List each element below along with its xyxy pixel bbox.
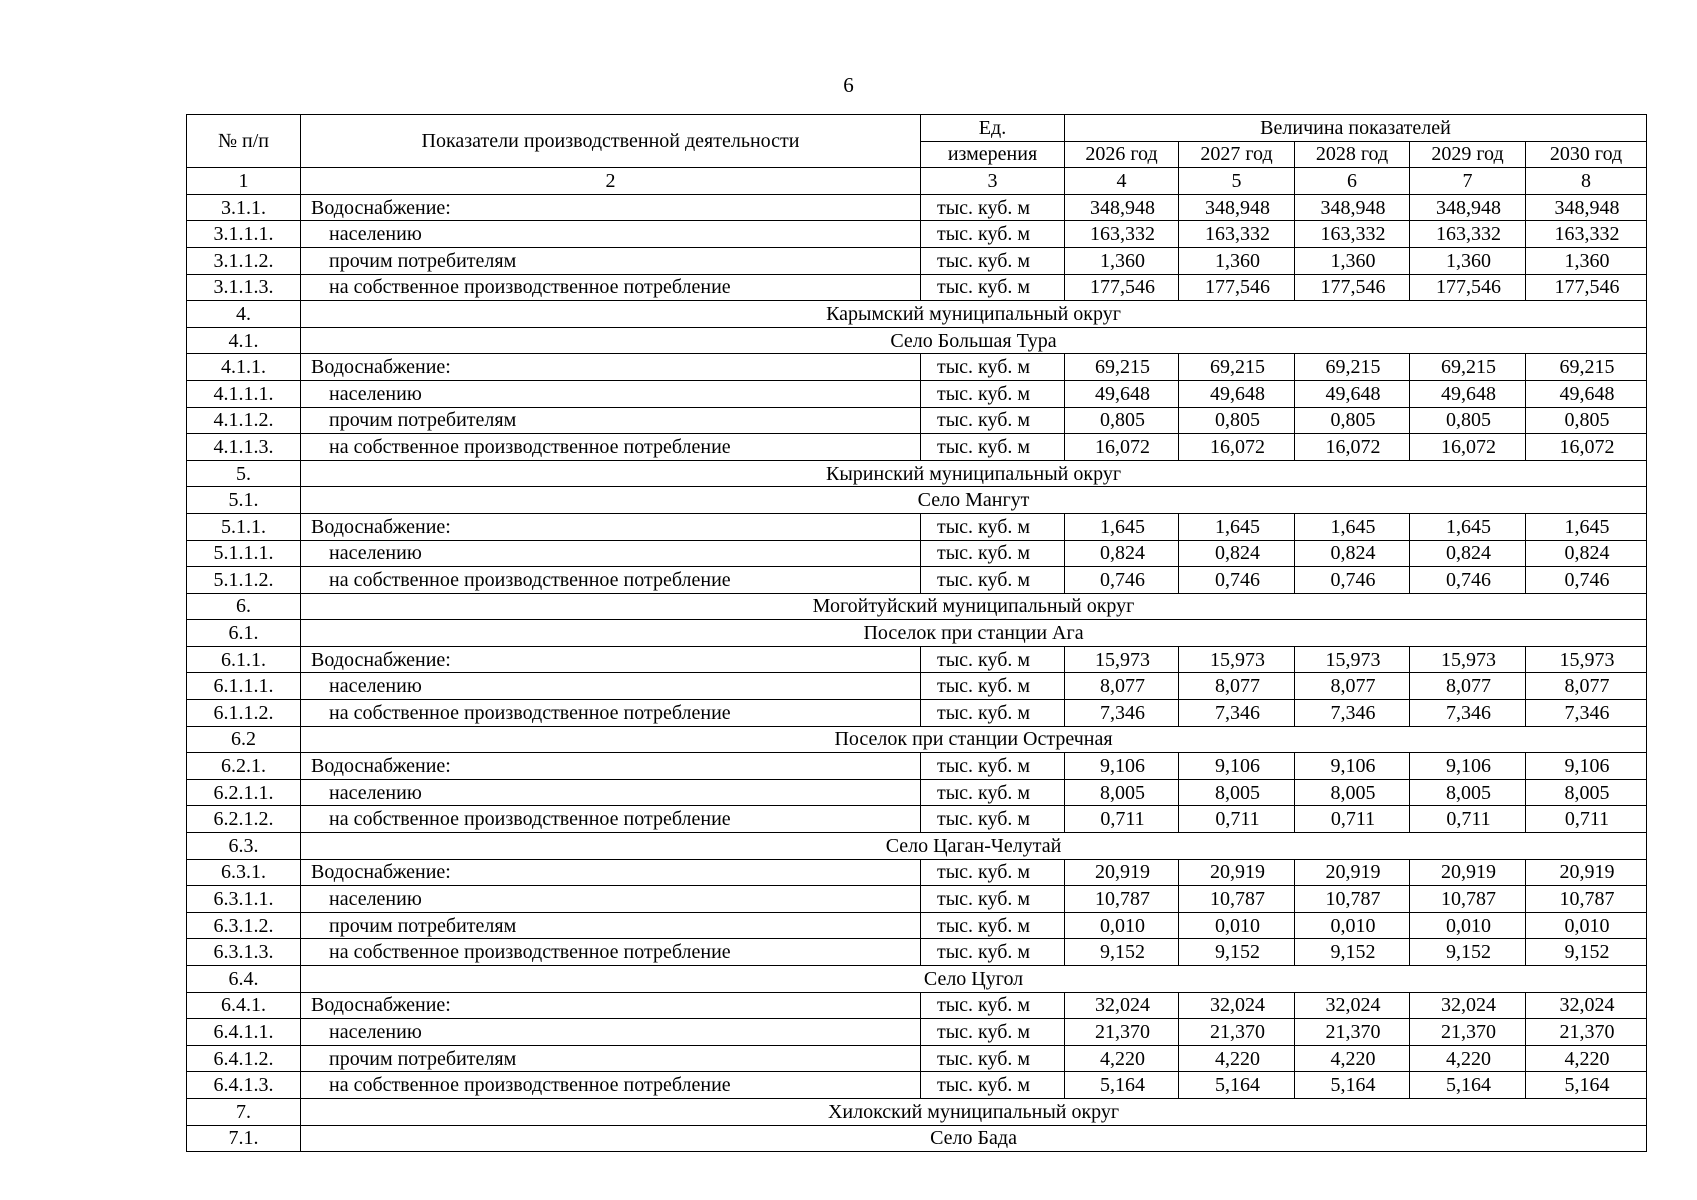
table-row [187,194,1647,221]
value-cell: 69,215 [1295,354,1410,381]
value-cell: 0,805 [1295,407,1410,434]
table-row [187,1019,1647,1046]
table-row [187,274,1647,301]
value-cell: 1,645 [1179,513,1295,540]
value-cell: 0,711 [1065,806,1179,833]
indicator-name: населению [301,779,921,806]
column-number: 5 [1179,168,1295,195]
section-row [187,1098,1647,1125]
value-cell: 8,077 [1410,673,1526,700]
value-cell: 0,746 [1410,567,1526,594]
value-cell: 10,787 [1179,886,1295,913]
row-number: 6.2 [187,726,301,753]
table-row [187,886,1647,913]
row-number: 6.1. [187,620,301,647]
indicator-name: прочим потребителям [301,1045,921,1072]
table-row [187,434,1647,461]
value-cell: 1,360 [1179,247,1295,274]
value-cell: 1,360 [1526,247,1647,274]
value-cell: 348,948 [1179,194,1295,221]
indicator-name: Водоснабжение: [301,859,921,886]
indicator-name: на собственное производственное потребление [301,434,921,461]
value-cell: 16,072 [1410,434,1526,461]
value-cell: 10,787 [1065,886,1179,913]
header-num: № п/п [187,115,301,168]
unit-cell: тыс. куб. м [921,1045,1065,1072]
unit-cell: тыс. куб. м [921,912,1065,939]
indicator-name: населению [301,1019,921,1046]
value-cell: 0,746 [1526,567,1647,594]
value-cell: 5,164 [1179,1072,1295,1099]
value-cell: 15,973 [1179,646,1295,673]
value-cell: 1,645 [1526,513,1647,540]
unit-cell: тыс. куб. м [921,859,1065,886]
row-number: 6.3.1. [187,859,301,886]
value-cell: 21,370 [1065,1019,1179,1046]
value-cell: 16,072 [1295,434,1410,461]
table-row [187,673,1647,700]
row-number: 4. [187,301,301,328]
row-number: 4.1.1. [187,354,301,381]
value-cell: 10,787 [1526,886,1647,913]
value-cell: 177,546 [1065,274,1179,301]
value-cell: 9,152 [1410,939,1526,966]
table-row [187,247,1647,274]
section-title: Село Бада [301,1125,1647,1152]
indicator-name: Водоснабжение: [301,753,921,780]
row-number: 6.4.1.2. [187,1045,301,1072]
value-cell: 49,648 [1065,380,1179,407]
header-year: 2030 год [1526,141,1647,168]
value-cell: 9,106 [1295,753,1410,780]
value-cell: 4,220 [1295,1045,1410,1072]
table-row [187,540,1647,567]
value-cell: 1,645 [1295,513,1410,540]
value-cell: 21,370 [1179,1019,1295,1046]
value-cell: 20,919 [1179,859,1295,886]
row-number: 3.1.1.2. [187,247,301,274]
row-number: 3.1.1.1. [187,221,301,248]
value-cell: 1,645 [1410,513,1526,540]
indicator-name: Водоснабжение: [301,354,921,381]
value-cell: 8,005 [1295,779,1410,806]
value-cell: 8,005 [1179,779,1295,806]
value-cell: 0,010 [1410,912,1526,939]
section-row [187,301,1647,328]
row-number: 7. [187,1098,301,1125]
row-number: 5. [187,460,301,487]
value-cell: 348,948 [1410,194,1526,221]
value-cell: 15,973 [1526,646,1647,673]
section-title: Поселок при станции Ага [301,620,1647,647]
table-row [187,992,1647,1019]
value-cell: 5,164 [1065,1072,1179,1099]
header-year: 2027 год [1179,141,1295,168]
row-number: 6.2.1. [187,753,301,780]
value-cell: 177,546 [1179,274,1295,301]
value-cell: 9,106 [1410,753,1526,780]
value-cell: 10,787 [1295,886,1410,913]
value-cell: 9,152 [1526,939,1647,966]
unit-cell: тыс. куб. м [921,567,1065,594]
unit-cell: тыс. куб. м [921,194,1065,221]
unit-cell: тыс. куб. м [921,354,1065,381]
indicator-name: Водоснабжение: [301,513,921,540]
row-number: 6.4.1.3. [187,1072,301,1099]
table-row [187,753,1647,780]
unit-cell: тыс. куб. м [921,407,1065,434]
column-number: 3 [921,168,1065,195]
indicator-name: на собственное производственное потребление [301,700,921,727]
section-row [187,487,1647,514]
value-cell: 7,346 [1526,700,1647,727]
value-cell: 69,215 [1526,354,1647,381]
row-number: 5.1.1.2. [187,567,301,594]
value-cell: 8,005 [1065,779,1179,806]
value-cell: 0,711 [1410,806,1526,833]
value-cell: 49,648 [1410,380,1526,407]
value-cell: 177,546 [1526,274,1647,301]
section-title: Хилокский муниципальный округ [301,1098,1647,1125]
value-cell: 7,346 [1295,700,1410,727]
value-cell: 32,024 [1526,992,1647,1019]
column-number: 1 [187,168,301,195]
unit-cell: тыс. куб. м [921,700,1065,727]
header-unit-line2: измерения [921,141,1065,168]
table-row [187,859,1647,886]
unit-cell: тыс. куб. м [921,1072,1065,1099]
section-title: Поселок при станции Остречная [301,726,1647,753]
value-cell: 8,077 [1179,673,1295,700]
unit-cell: тыс. куб. м [921,1019,1065,1046]
column-number: 7 [1410,168,1526,195]
unit-cell: тыс. куб. м [921,540,1065,567]
unit-cell: тыс. куб. м [921,779,1065,806]
value-cell: 1,360 [1410,247,1526,274]
indicator-name: населению [301,380,921,407]
row-number: 5.1.1.1. [187,540,301,567]
indicator-name: на собственное производственное потребление [301,1072,921,1099]
section-title: Село Цугол [301,966,1647,993]
value-cell: 49,648 [1295,380,1410,407]
value-cell: 16,072 [1179,434,1295,461]
value-cell: 15,973 [1065,646,1179,673]
value-cell: 0,805 [1179,407,1295,434]
indicator-name: населению [301,886,921,913]
value-cell: 163,332 [1295,221,1410,248]
header-year: 2026 год [1065,141,1179,168]
value-cell: 8,005 [1526,779,1647,806]
row-number: 6.2.1.1. [187,779,301,806]
value-cell: 1,645 [1065,513,1179,540]
value-cell: 9,106 [1526,753,1647,780]
value-cell: 348,948 [1065,194,1179,221]
value-cell: 20,919 [1410,859,1526,886]
value-cell: 69,215 [1065,354,1179,381]
unit-cell: тыс. куб. м [921,221,1065,248]
indicator-name: на собственное производственное потребление [301,567,921,594]
value-cell: 16,072 [1065,434,1179,461]
table-row [187,1072,1647,1099]
value-cell: 1,360 [1065,247,1179,274]
table-row [187,567,1647,594]
value-cell: 163,332 [1179,221,1295,248]
value-cell: 4,220 [1065,1045,1179,1072]
table-row [187,513,1647,540]
value-cell: 8,077 [1295,673,1410,700]
table-body [187,194,1647,1151]
value-cell: 1,360 [1295,247,1410,274]
value-cell: 0,824 [1179,540,1295,567]
value-cell: 0,010 [1295,912,1410,939]
value-cell: 15,973 [1410,646,1526,673]
indicator-name: населению [301,673,921,700]
value-cell: 9,106 [1065,753,1179,780]
value-cell: 0,824 [1065,540,1179,567]
value-cell: 5,164 [1295,1072,1410,1099]
value-cell: 163,332 [1526,221,1647,248]
value-cell: 0,010 [1179,912,1295,939]
section-row [187,460,1647,487]
unit-cell: тыс. куб. м [921,806,1065,833]
value-cell: 0,824 [1410,540,1526,567]
value-cell: 20,919 [1065,859,1179,886]
value-cell: 4,220 [1179,1045,1295,1072]
table-row [187,1045,1647,1072]
row-number: 6.2.1.2. [187,806,301,833]
row-number: 6.1.1.1. [187,673,301,700]
table-row [187,380,1647,407]
indicator-name: Водоснабжение: [301,646,921,673]
value-cell: 8,077 [1526,673,1647,700]
value-cell: 16,072 [1526,434,1647,461]
header-unit-line1: Ед. [921,115,1065,142]
section-title: Село Цаган-Челутай [301,833,1647,860]
value-cell: 7,346 [1179,700,1295,727]
header-year: 2028 год [1295,141,1410,168]
row-number: 6.4. [187,966,301,993]
unit-cell: тыс. куб. м [921,753,1065,780]
value-cell: 32,024 [1410,992,1526,1019]
row-number: 6. [187,593,301,620]
value-cell: 5,164 [1526,1072,1647,1099]
column-number-row [187,168,1647,195]
indicator-name: прочим потребителям [301,407,921,434]
page-number: 6 [843,73,854,97]
unit-cell: тыс. куб. м [921,992,1065,1019]
value-cell: 20,919 [1295,859,1410,886]
value-cell: 20,919 [1526,859,1647,886]
value-cell: 0,805 [1526,407,1647,434]
row-number: 3.1.1.3. [187,274,301,301]
row-number: 6.3.1.2. [187,912,301,939]
header-group: Величина показателей [1065,115,1647,142]
section-title: Могойтуйский муниципальный округ [301,593,1647,620]
header-row-1 [187,115,1647,142]
indicator-name: на собственное производственное потребление [301,274,921,301]
value-cell: 21,370 [1295,1019,1410,1046]
value-cell: 15,973 [1295,646,1410,673]
table-row [187,939,1647,966]
unit-cell: тыс. куб. м [921,513,1065,540]
value-cell: 8,005 [1410,779,1526,806]
table-row [187,779,1647,806]
indicator-name: прочим потребителям [301,912,921,939]
value-cell: 69,215 [1179,354,1295,381]
value-cell: 0,746 [1179,567,1295,594]
row-number: 6.1.1.2. [187,700,301,727]
column-number: 6 [1295,168,1410,195]
value-cell: 9,106 [1179,753,1295,780]
value-cell: 0,824 [1295,540,1410,567]
unit-cell: тыс. куб. м [921,247,1065,274]
value-cell: 163,332 [1410,221,1526,248]
table-row [187,700,1647,727]
value-cell: 49,648 [1179,380,1295,407]
value-cell: 8,077 [1065,673,1179,700]
row-number: 5.1.1. [187,513,301,540]
column-number: 4 [1065,168,1179,195]
unit-cell: тыс. куб. м [921,673,1065,700]
table-row [187,354,1647,381]
section-row [187,327,1647,354]
value-cell: 49,648 [1526,380,1647,407]
unit-cell: тыс. куб. м [921,886,1065,913]
value-cell: 32,024 [1295,992,1410,1019]
value-cell: 0,010 [1065,912,1179,939]
value-cell: 163,332 [1065,221,1179,248]
indicator-name: на собственное производственное потребление [301,939,921,966]
value-cell: 0,711 [1179,806,1295,833]
indicator-name: населению [301,540,921,567]
value-cell: 9,152 [1065,939,1179,966]
value-cell: 4,220 [1410,1045,1526,1072]
value-cell: 348,948 [1526,194,1647,221]
row-number: 6.4.1.1. [187,1019,301,1046]
section-row [187,726,1647,753]
unit-cell: тыс. куб. м [921,646,1065,673]
section-row [187,620,1647,647]
row-number: 6.3. [187,833,301,860]
table-row [187,806,1647,833]
header-year: 2029 год [1410,141,1526,168]
unit-cell: тыс. куб. м [921,939,1065,966]
value-cell: 21,370 [1526,1019,1647,1046]
value-cell: 0,746 [1065,567,1179,594]
value-cell: 348,948 [1295,194,1410,221]
value-cell: 9,152 [1179,939,1295,966]
row-number: 4.1.1.2. [187,407,301,434]
value-cell: 177,546 [1295,274,1410,301]
section-title: Кыринский муниципальный округ [301,460,1647,487]
section-title: Село Большая Тура [301,327,1647,354]
indicator-name: на собственное производственное потребление [301,806,921,833]
section-row [187,1125,1647,1152]
value-cell: 0,711 [1295,806,1410,833]
indicators-table [186,114,1647,1152]
value-cell: 0,746 [1295,567,1410,594]
section-row [187,593,1647,620]
row-number: 4.1.1.1. [187,380,301,407]
section-row [187,966,1647,993]
row-number: 4.1. [187,327,301,354]
value-cell: 0,711 [1526,806,1647,833]
indicator-name: Водоснабжение: [301,194,921,221]
table-row [187,912,1647,939]
column-number: 2 [301,168,921,195]
unit-cell: тыс. куб. м [921,434,1065,461]
table-row [187,407,1647,434]
header-indicator: Показатели производственной деятельности [301,115,921,168]
value-cell: 21,370 [1410,1019,1526,1046]
value-cell: 9,152 [1295,939,1410,966]
row-number: 3.1.1. [187,194,301,221]
value-cell: 7,346 [1065,700,1179,727]
value-cell: 0,805 [1065,407,1179,434]
value-cell: 0,805 [1410,407,1526,434]
row-number: 7.1. [187,1125,301,1152]
indicator-name: Водоснабжение: [301,992,921,1019]
row-number: 5.1. [187,487,301,514]
section-title: Село Мангут [301,487,1647,514]
row-number: 6.1.1. [187,646,301,673]
row-number: 6.3.1.1. [187,886,301,913]
unit-cell: тыс. куб. м [921,380,1065,407]
row-number: 4.1.1.3. [187,434,301,461]
row-number: 6.3.1.3. [187,939,301,966]
value-cell: 10,787 [1410,886,1526,913]
section-title: Карымский муниципальный округ [301,301,1647,328]
indicator-name: прочим потребителям [301,247,921,274]
value-cell: 32,024 [1179,992,1295,1019]
section-row [187,833,1647,860]
value-cell: 177,546 [1410,274,1526,301]
value-cell: 0,824 [1526,540,1647,567]
value-cell: 4,220 [1526,1045,1647,1072]
column-number: 8 [1526,168,1647,195]
value-cell: 5,164 [1410,1072,1526,1099]
indicator-name: населению [301,221,921,248]
value-cell: 32,024 [1065,992,1179,1019]
row-number: 6.4.1. [187,992,301,1019]
table-row [187,646,1647,673]
table-row [187,221,1647,248]
value-cell: 0,010 [1526,912,1647,939]
value-cell: 69,215 [1410,354,1526,381]
unit-cell: тыс. куб. м [921,274,1065,301]
value-cell: 7,346 [1410,700,1526,727]
